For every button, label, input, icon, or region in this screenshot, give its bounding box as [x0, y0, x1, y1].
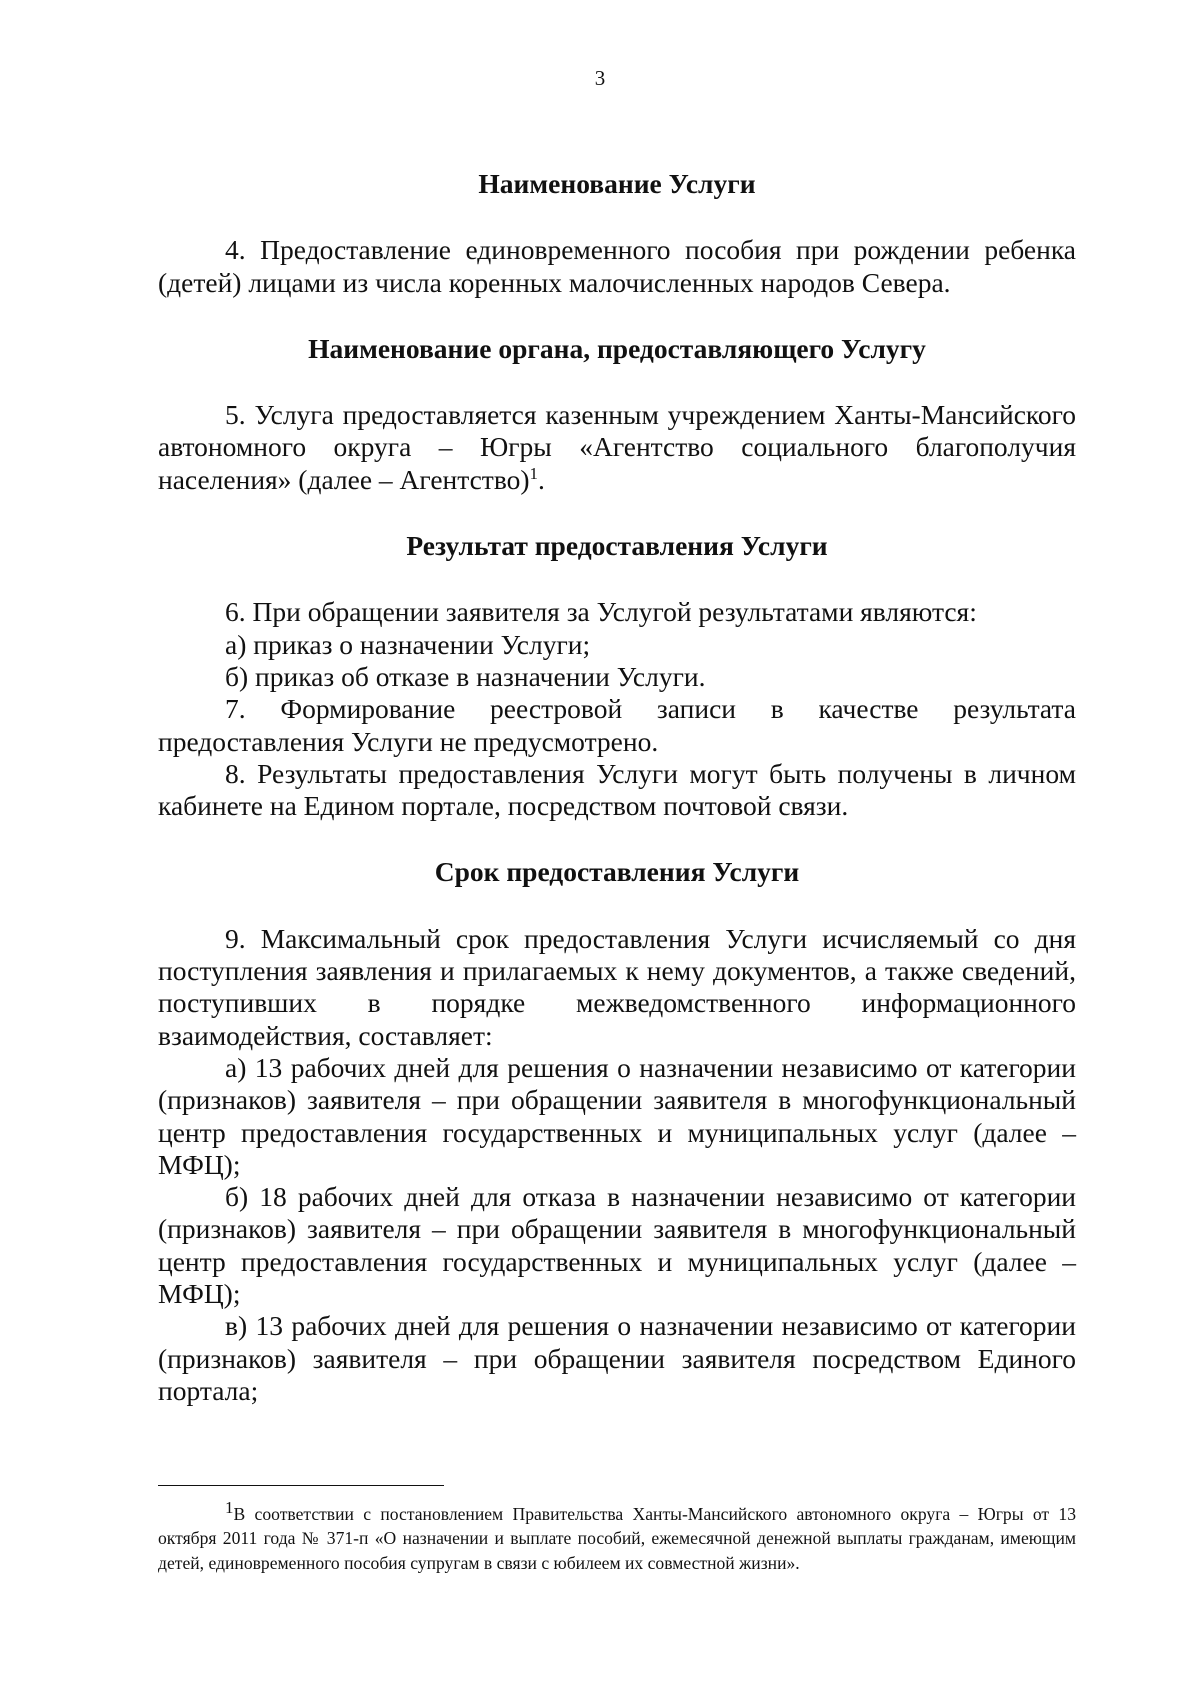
section-heading: Результат предоставления Услуги: [406, 530, 828, 562]
paragraph: 6. При обращении заявителя за Услугой результатами являются:: [225, 596, 977, 628]
paragraph-end: .: [538, 463, 545, 495]
paragraph: б) приказ об отказе в назначении Услуги.: [225, 660, 706, 692]
footnote-separator: [158, 1485, 444, 1486]
footnote: [158, 1498, 1076, 1575]
paragraph: 8. Результаты предоставления Услуги могут быть получены в личном кабинете на Едином портале, посредством почтовой связи.: [158, 757, 1076, 822]
page-number: 3: [594, 66, 606, 90]
section-heading: Срок предоставления Услуги: [434, 856, 800, 888]
section-heading: Наименование Услуги: [478, 168, 756, 199]
paragraph-with-footnote: [158, 399, 1076, 496]
footnote-marker: 1: [225, 1498, 234, 1518]
paragraph: в) 13 рабочих дней для решения о назначении независимо от категории (признаков) заявителя – при обращении заявителя посредством Единого портала;: [158, 1310, 1076, 1406]
paragraph: 7. Формирование реестровой записи в качестве результата предоставления Услуги не предусмотрено.: [158, 693, 1076, 757]
paragraph: а) приказ о назначении Услуги;: [225, 628, 591, 660]
paragraph: 9. Максимальный срок предоставления Услуги исчисляемый со дня поступления заявления и прилагаемых к нему документов, а также сведений, поступивших в порядке межведомственного информационного взаимодействия, составляет:: [158, 922, 1076, 1051]
section-heading: Наименование органа, предоставляющего Услугу: [308, 332, 926, 364]
footnote-reference: 1: [529, 463, 539, 483]
document-body: [158, 168, 1076, 1407]
paragraph: 4. Предоставление единовременного пособия при рождении ребенка (детей) лицами из числа коренных малочисленных народов Севера.: [158, 234, 1076, 298]
paragraph: а) 13 рабочих дней для решения о назначении независимо от категории (признаков) заявителя – при обращении заявителя в многофункциональный центр предоставления государственных и муниципальных услуг (далее – МФЦ);: [158, 1051, 1076, 1180]
paragraph-text: 5. Услуга предоставляется казенным учреждением Ханты-Мансийского автономного округа – Югры «Агентство социального благополучия населения» (далее – Агентство): [158, 399, 1076, 495]
paragraph: б) 18 рабочих дней для отказа в назначении независимо от категории (признаков) заявителя – при обращении заявителя в многофункциональный центр предоставления государственных и муниципальных услуг (далее – МФЦ);: [158, 1181, 1076, 1310]
footnote-text: В соответствии с постановлением Правительства Ханты-Мансийского автономного округа – Югры от 13 октября 2011 года № 371-п «О назначении и выплате пособий, ежемесячной денежной выплаты гражданам, имеющим детей, единовременного пособия супругам в связи с юбилеем их совместной жизни».: [158, 1504, 1076, 1573]
